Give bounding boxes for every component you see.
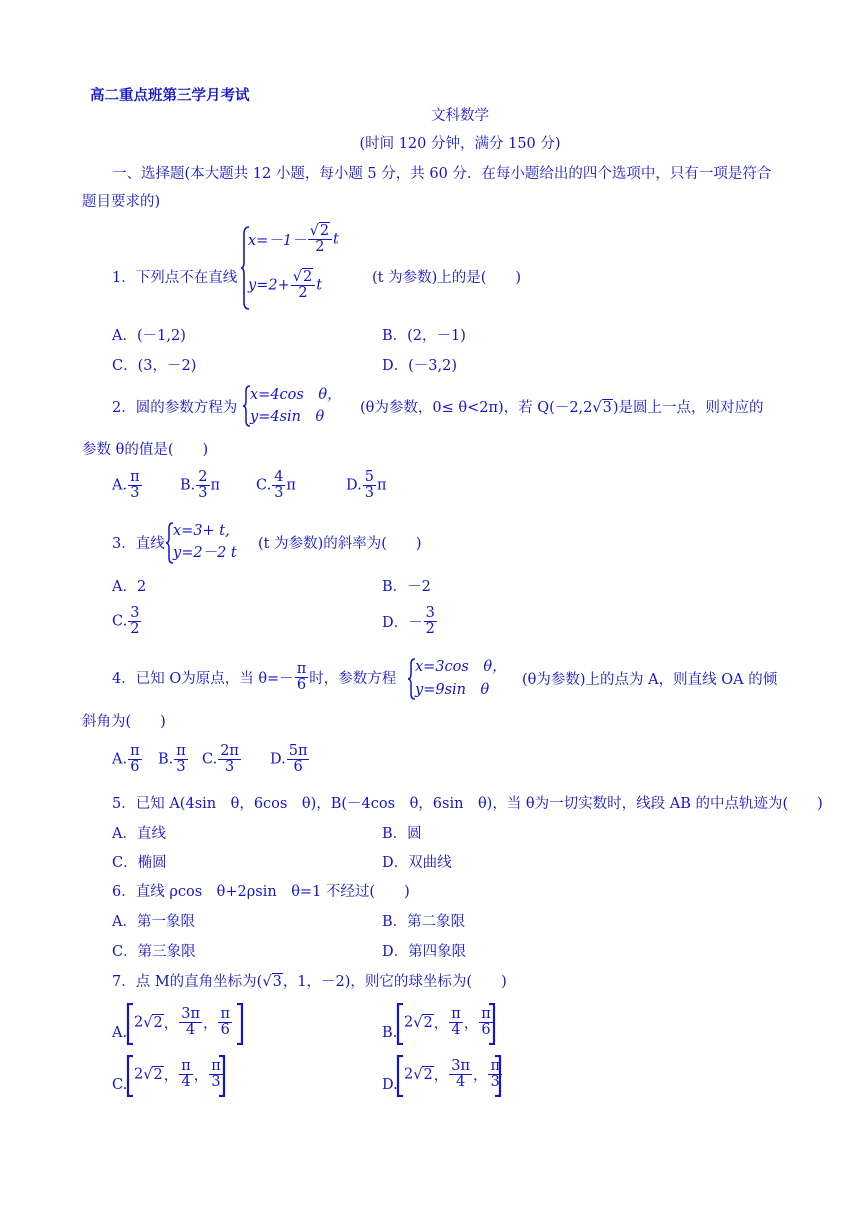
q4-eq2: y=9sin θ (415, 682, 490, 698)
time-info: (时间 120 分钟，满分 150 分) (359, 136, 561, 152)
q3-suffix: (t 为参数)的斜率为( ) (258, 536, 422, 552)
q2-option-d: D. $\frac{5}{3}$ π (346, 469, 387, 502)
q2-option-b: B. $\frac{2}{3}$ π (180, 469, 221, 502)
q6-option-a: A．第一象限 (112, 914, 195, 930)
q1-option-b: B．(2，－1) (382, 328, 466, 344)
q1-option-a: A．(－1,2) (112, 328, 186, 344)
q3-eq1: x=3+ t, (173, 523, 230, 539)
subject-title: 文科数学 (431, 108, 489, 124)
q1-eq1: x=－1－ $\frac{√2}{2}$ t (248, 223, 339, 256)
q5-option-d: D．双曲线 (382, 855, 452, 871)
q1-option-c: C．(3，－2) (112, 358, 197, 374)
q1-prefix: 1．下列点不在直线 (112, 270, 238, 286)
q4-option-a: A. $\frac{\pi}{6}$ (112, 743, 140, 776)
q5-option-b: B．圆 (382, 826, 422, 842)
q2-option-c: C. $\frac{4}{3}$ π (256, 469, 296, 502)
section-instruction-line2: 题目要求的) (82, 194, 161, 210)
q6-option-b: B．第二象限 (382, 914, 466, 930)
q5-stem: 5．已知 A(4sin θ，6cos θ)，B(－4cos θ，6sin θ)，当 θ为一切实数时，线段 AB 的中点轨迹为( ) (112, 796, 823, 812)
section-instruction-line1: 一、选择题(本大题共 12 小题，每小题 5 分，共 60 分．在每小题给出的四个选项中，只有一项是符合 (112, 166, 772, 182)
q4-prefix: 4．已知 O为原点，当 θ=－ $\frac{\pi}{6}$ 时，参数方程 (112, 661, 397, 694)
q1-suffix: (t 为参数)上的是( ) (372, 270, 522, 286)
q2-condition: (θ为参数，0≤ θ<2π)，若 Q(－2,2√3)是圆上一点，则对应的 (360, 400, 764, 416)
q2-line2: 参数 θ的值是( ) (82, 442, 209, 458)
q6-stem: 6．直线 ρcos θ+2ρsin θ=1 不经过( ) (112, 884, 410, 900)
q5-option-c: C．椭圆 (112, 855, 167, 871)
q6-option-d: D．第四象限 (382, 944, 467, 960)
q3-prefix: 3．直线 (112, 536, 165, 552)
q1-eq2: y=2+ $\frac{√2}{2}$ t (248, 269, 323, 302)
q3-option-b: B．－2 (382, 579, 431, 595)
q2-eq2: y=4sin θ (250, 409, 325, 425)
q3-option-c: C. $\frac{3}{2}$ (112, 605, 140, 638)
q4-eq1: x=3cos θ， (415, 659, 507, 675)
q3-eq2: y=2－2 t (173, 545, 237, 561)
q1-option-d: D．(－3,2) (382, 358, 457, 374)
q4-option-b: B. $\frac{\pi}{3}$ (158, 743, 186, 776)
q2-option-a: A. $\frac{\pi}{3}$ (112, 469, 140, 502)
q5-option-a: A．直线 (112, 826, 166, 842)
q4-option-d: D. $\frac{5\pi}{6}$ (270, 743, 308, 776)
q2-eq1: x=4cos θ， (250, 387, 342, 403)
q7-stem: 7．点 M的直角坐标为(√3，1，－2)，则它的球坐标为( ) (112, 974, 507, 990)
q2-prefix: 2．圆的参数方程为 (112, 400, 238, 416)
q4-line2: 斜角为( ) (82, 714, 166, 730)
q6-option-c: C．第三象限 (112, 944, 196, 960)
q3-option-d: D．－ $\frac{3}{2}$ (382, 605, 435, 638)
q3-option-a: A．2 (112, 579, 147, 595)
q4-suffix: (θ为参数)上的点为 A，则直线 OA 的倾 (522, 672, 778, 688)
q4-option-c: C. $\frac{2\pi}{3}$ (202, 743, 239, 776)
exam-title: 高二重点班第三学月考试 (90, 88, 250, 104)
